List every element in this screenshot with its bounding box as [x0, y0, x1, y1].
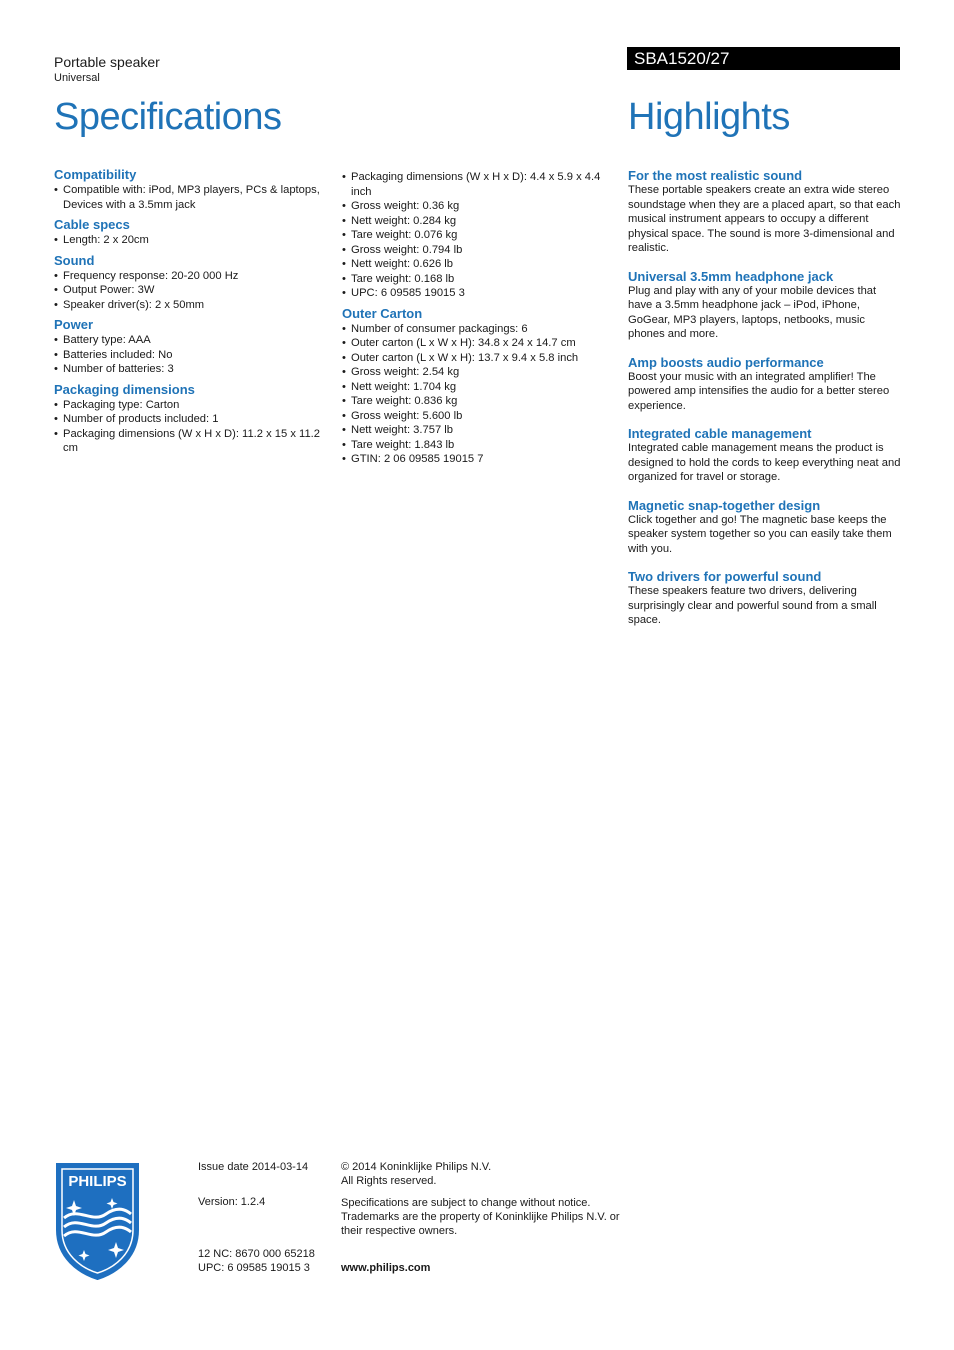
highlights-title: Highlights	[628, 96, 790, 138]
highlight-heading: Integrated cable management	[628, 426, 812, 441]
highlight-heading: Amp boosts audio performance	[628, 354, 824, 370]
spec-list	[54, 333, 334, 377]
highlights-column	[628, 169, 903, 642]
spec-section	[54, 317, 334, 377]
spec-item: • Gross weight: 5.600 lb	[342, 409, 612, 424]
issue-date: Issue date 2014-03-14	[198, 1161, 309, 1173]
nc-code: 12 NC: 8670 000 65218	[198, 1248, 315, 1260]
spec-item: • Outer carton (L x W x H): 13.7 x 9.4 x 5.8 inch	[342, 351, 612, 366]
specifications-title: Specifications	[54, 96, 282, 138]
highlight-heading: Two drivers for powerful sound	[628, 569, 822, 584]
spec-item: • Number of products included: 1	[54, 412, 334, 427]
spec-section	[54, 217, 334, 248]
highlight-item	[628, 427, 903, 485]
spec-item: • Tare weight: 0.168 lb	[342, 272, 612, 287]
specs-column-right	[342, 170, 612, 472]
spec-section-heading: Cable specs	[54, 217, 130, 232]
highlight-text: These speakers feature two drivers, delivering surprisingly clear and powerful sound from a small space.	[628, 585, 877, 626]
spec-list	[54, 233, 334, 248]
highlight-item	[628, 356, 903, 414]
spec-item: • Gross weight: 0.36 kg	[342, 199, 612, 214]
spec-item: • Packaging dimensions (W x H x D): 4.4 x 5.9 x 4.4 inch	[342, 170, 612, 199]
spec-section-heading: Packaging dimensions	[54, 381, 195, 397]
spec-section	[54, 382, 334, 456]
spec-item: • UPC: 6 09585 19015 3	[342, 286, 612, 301]
spec-section	[342, 306, 612, 467]
highlight-text: Integrated cable management means the product is designed to hold the cords to keep everything neat and organized for travel or storage.	[628, 442, 901, 483]
highlight-text: These portable speakers create an extra wide stereo soundstage when they are a placed apart, so that each musical instrument appears to occupy a different physical space. The sound is more 3-dimensional and realistic.	[628, 184, 901, 254]
rights-reserved: All Rights reserved.	[341, 1175, 437, 1187]
spec-item: • Packaging type: Carton	[54, 398, 334, 413]
copyright: © 2014 Koninklijke Philips N.V.	[341, 1161, 492, 1173]
highlight-text: Click together and go! The magnetic base keeps the speaker system together so you can easily take them with you.	[628, 513, 892, 555]
spec-list	[54, 183, 334, 212]
spec-item: • Tare weight: 1.843 lb	[342, 438, 612, 453]
spec-item: • Tare weight: 0.076 kg	[342, 228, 612, 243]
spec-section-heading: Compatibility	[54, 167, 137, 182]
specs-column-left	[54, 167, 334, 461]
spec-section	[54, 167, 334, 212]
spec-item: • Nett weight: 0.284 kg	[342, 214, 612, 229]
spec-item: • Speaker driver(s): 2 x 50mm	[54, 298, 334, 313]
spec-list	[342, 322, 612, 467]
logo-wordmark: PHILIPS	[68, 1173, 127, 1190]
spec-section-heading: Power	[54, 317, 94, 332]
highlight-item	[628, 169, 903, 256]
highlight-item	[628, 499, 903, 557]
product-type: Portable speaker	[54, 54, 160, 70]
spec-list	[54, 398, 334, 456]
spec-section-heading: Sound	[54, 252, 95, 268]
website-link[interactable]: www.philips.com	[341, 1262, 431, 1274]
highlight-text: Plug and play with any of your mobile devices that have a 3.5mm headphone jack – iPod, iPhone, GoGear, MP3 players, laptops, netbooks, music phones and more.	[628, 284, 877, 340]
highlight-item	[628, 270, 903, 342]
spec-section-heading: Outer Carton	[342, 305, 423, 321]
version: Version: 1.2.4	[198, 1196, 266, 1208]
spec-item: • Compatible with: iPod, MP3 players, PCs & laptops, Devices with a 3.5mm jack	[54, 183, 334, 212]
spec-item: • Packaging dimensions (W x H x D): 11.2 x 15 x 11.2 cm	[54, 427, 334, 456]
highlight-heading: For the most realistic sound	[628, 168, 803, 183]
spec-item: • Gross weight: 0.794 lb	[342, 243, 612, 258]
upc-code: UPC: 6 09585 19015 3	[198, 1262, 310, 1274]
highlight-text: Boost your music with an integrated amplifier! The powered amp intensifies the audio for a better stereo experience.	[628, 370, 890, 412]
legal-notice: Specifications are subject to change without notice. Trademarks are the property of Koninklijke Philips N.V. or their respective owners.	[341, 1197, 620, 1237]
highlight-heading: Universal 3.5mm headphone jack	[628, 268, 834, 284]
highlight-item	[628, 570, 903, 628]
spec-item: • Battery type: AAA	[54, 333, 334, 348]
spec-section	[54, 253, 334, 313]
spec-item: • Batteries included: No	[54, 348, 334, 363]
spec-item: • Nett weight: 3.757 lb	[342, 423, 612, 438]
model-badge: SBA1520/27	[627, 47, 900, 70]
product-subtype: Universal	[54, 72, 100, 84]
spec-item: • Length: 2 x 20cm	[54, 233, 334, 248]
spec-item: • Gross weight: 2.54 kg	[342, 365, 612, 380]
spec-list	[54, 269, 334, 313]
spec-item: • Output Power: 3W	[54, 283, 334, 298]
spec-item: • Tare weight: 0.836 kg	[342, 394, 612, 409]
spec-section	[342, 170, 612, 301]
spec-item: • Nett weight: 0.626 lb	[342, 257, 612, 272]
spec-item: • Outer carton (L x W x H): 34.8 x 24 x 14.7 cm	[342, 336, 612, 351]
highlight-heading: Magnetic snap-together design	[628, 497, 821, 513]
spec-item: • Number of consumer packagings: 6	[342, 322, 612, 337]
spec-item: • GTIN: 2 06 09585 19015 7	[342, 452, 612, 467]
spec-item: • Frequency response: 20-20 000 Hz	[54, 269, 334, 284]
philips-shield-logo	[54, 1162, 141, 1280]
spec-list	[342, 170, 612, 301]
spec-item: • Number of batteries: 3	[54, 362, 334, 377]
spec-item: • Nett weight: 1.704 kg	[342, 380, 612, 395]
